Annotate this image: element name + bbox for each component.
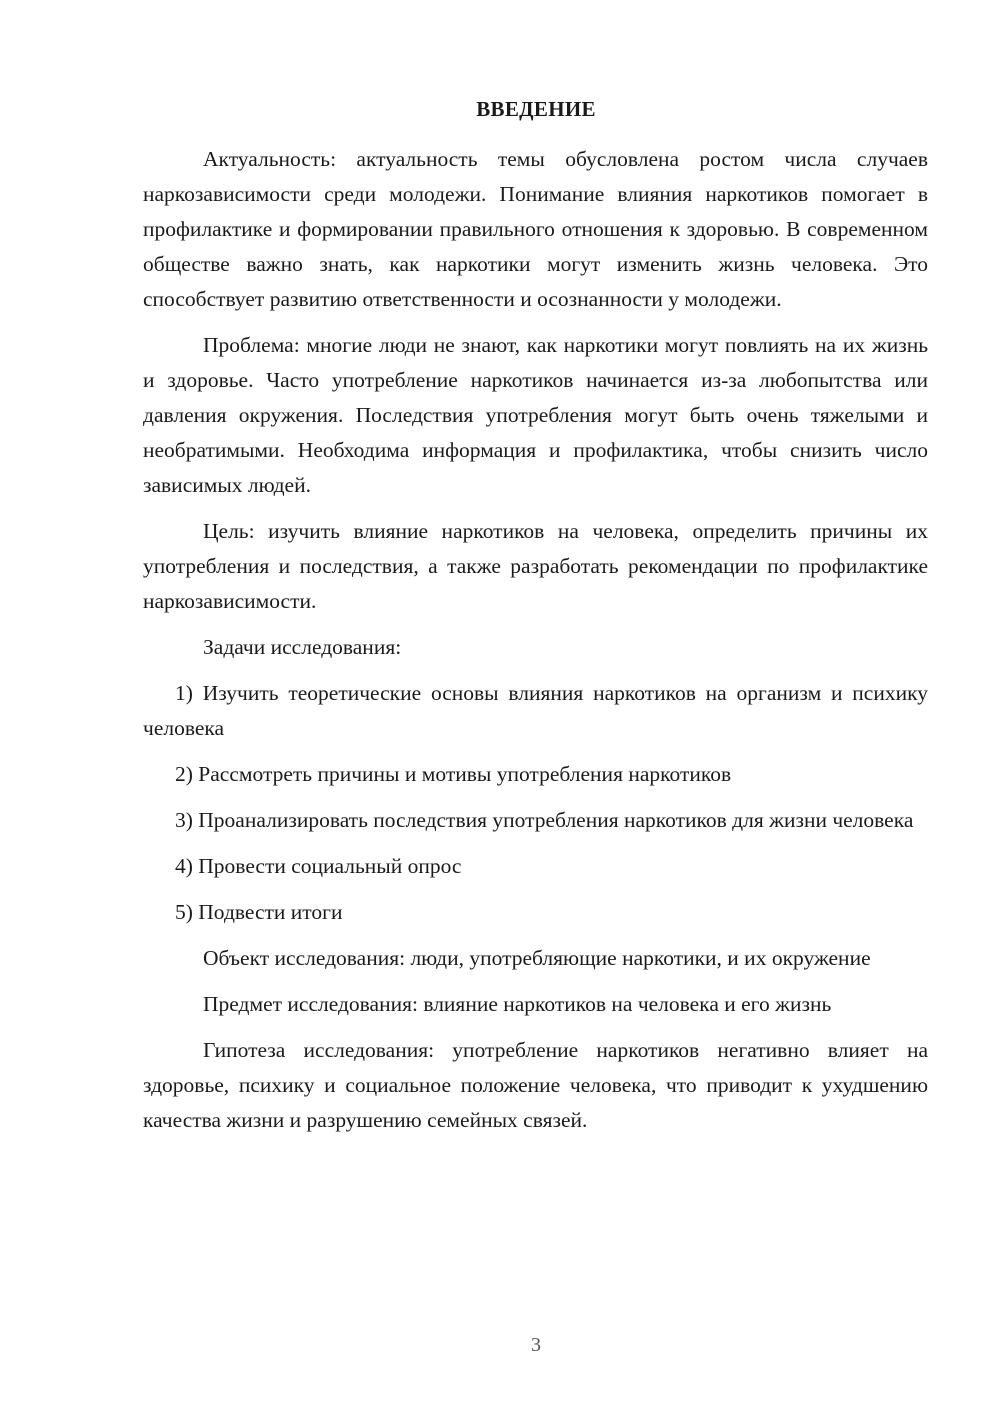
paragraph-hypothesis: Гипотеза исследования: употребление наркотиков негативно влияет на здоровье, психику и социальное положение человека, что приводит к ухудшению качества жизни и разрушению семейных связей. bbox=[143, 1038, 928, 1132]
task-item-4: 4) Провести социальный опрос bbox=[175, 854, 462, 878]
task-item-3: 3) Проанализировать последствия употребления наркотиков для жизни человека bbox=[175, 808, 914, 832]
paragraph-relevance: Актуальность: актуальность темы обусловлена ростом числа случаев наркозависимости среди молодежи. Понимание влияния наркотиков помогает в профилактике и формировании правильного отношения к здоровью. В современном обществе важно знать, как наркотики могут изменить жизнь человека. Это способствует развитию ответственности и осознанности у молодежи. bbox=[143, 147, 928, 311]
task-item-1: 1) Изучить теоретические основы влияния наркотиков на организм и психику человека bbox=[143, 681, 928, 740]
paragraph-goal: Цель: изучить влияние наркотиков на человека, определить причины их употребления и последствия, а также разработать рекомендации по профилактике наркозависимости. bbox=[143, 519, 928, 613]
paragraph-object: Объект исследования: люди, употребляющие наркотики, и их окружение bbox=[203, 946, 871, 970]
paragraph-tasks-heading: Задачи исследования: bbox=[203, 635, 402, 659]
page-title: ВВЕДЕНИЕ bbox=[476, 97, 596, 121]
task-item-5: 5) Подвести итоги bbox=[175, 900, 343, 924]
page-number: 3 bbox=[531, 1334, 541, 1356]
task-item-2: 2) Рассмотреть причины и мотивы употребления наркотиков bbox=[175, 762, 732, 786]
document-body bbox=[143, 142, 928, 1149]
paragraph-problem: Проблема: многие люди не знают, как наркотики могут повлиять на их жизнь и здоровье. Часто употребление наркотиков начинается из-за любопытства или давления окружения. Последствия употребления могут быть очень тяжелыми и необратимыми. Необходима информация и профилактика, чтобы снизить число зависимых людей. bbox=[143, 333, 928, 497]
paragraph-subject: Предмет исследования: влияние наркотиков на человека и его жизнь bbox=[203, 992, 832, 1016]
